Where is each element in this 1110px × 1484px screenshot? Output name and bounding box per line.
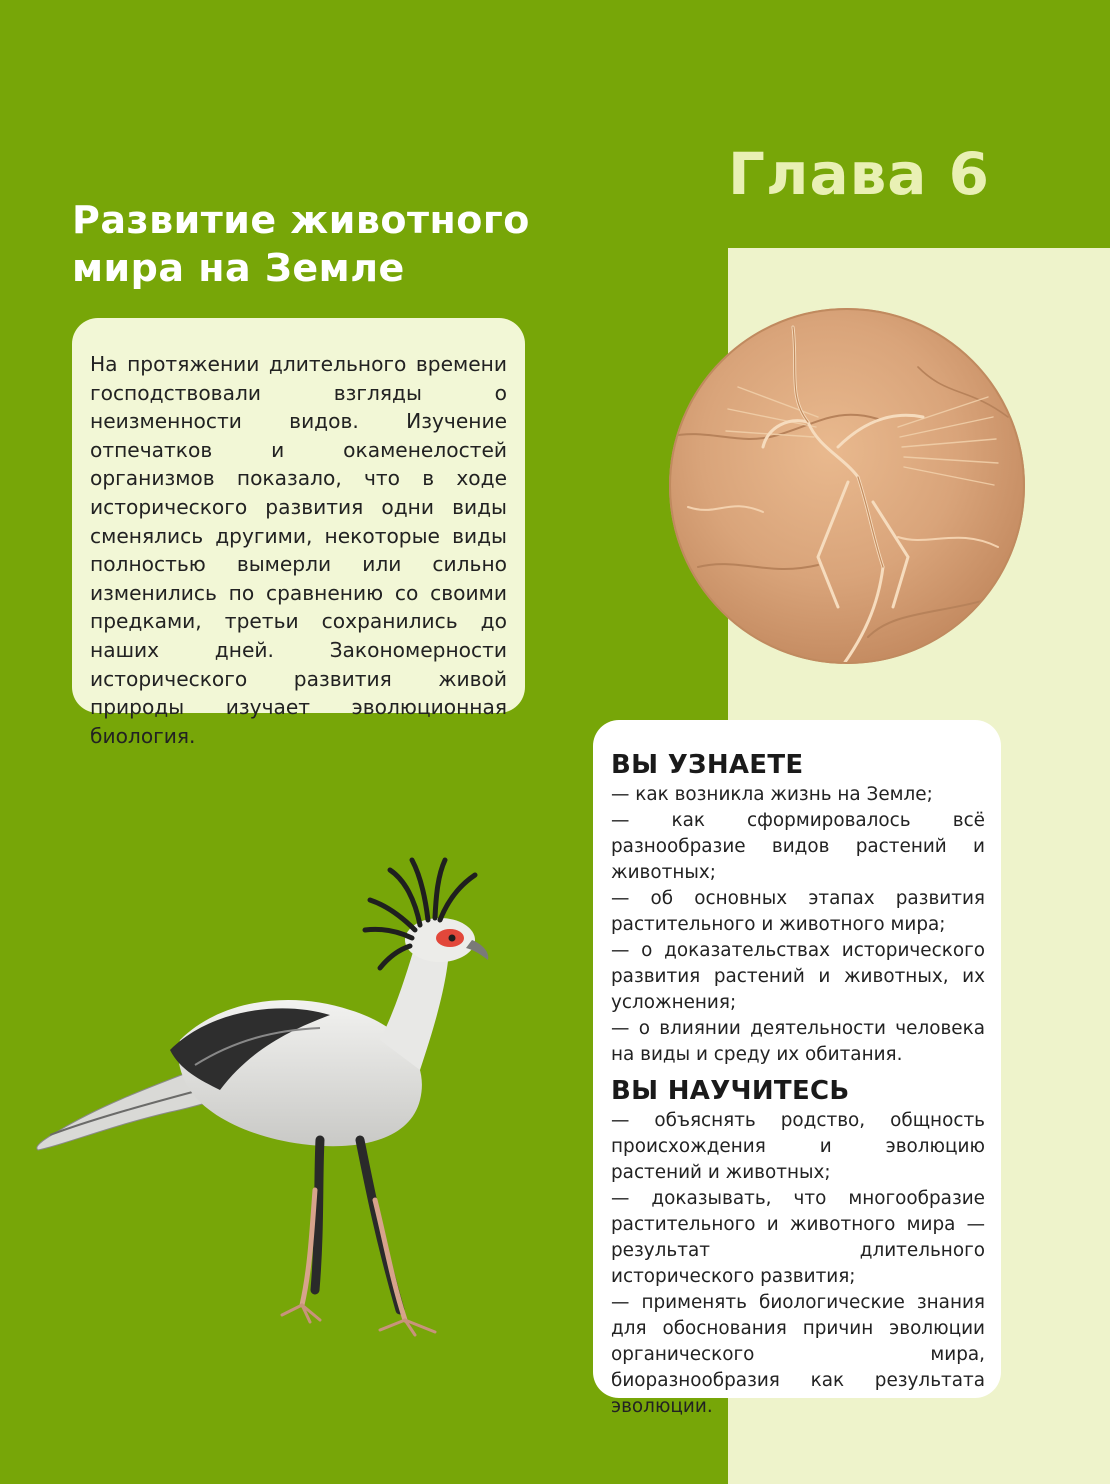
- skills-item: — применять биологические знания для обоснования причин эволюции органического мира, биоразнообразия как результата эволюции.: [611, 1292, 985, 1417]
- page-title-line-1: Развитие животного: [72, 198, 530, 242]
- page-title-line-2: мира на Земле: [72, 246, 405, 290]
- fossil-image: [668, 307, 1026, 665]
- skills-item: — объяснять родство, общность происхождения и эволюцию растений и животных;: [611, 1110, 985, 1183]
- learn-item: — как сформировалось всё разнообразие видов растений и животных;: [611, 810, 985, 883]
- skills-item: — доказывать, что многообразие растительного и животного мира — результат длительного исторического развития;: [611, 1188, 985, 1287]
- bird-image: [20, 850, 500, 1350]
- learn-item: — как возникла жизнь на Земле;: [611, 784, 933, 805]
- learn-list: [611, 782, 985, 1068]
- intro-box: [72, 318, 525, 748]
- page-title: [72, 196, 632, 292]
- learn-item: — о влиянии деятельности человека на виды и среду их обитания.: [611, 1018, 985, 1065]
- chapter-label: Глава 6: [728, 140, 990, 208]
- learn-item: — о доказательствах исторического развития растений и животных, их усложнения;: [611, 940, 985, 1013]
- skills-heading: ВЫ НАУЧИТЕСЬ: [611, 1076, 850, 1106]
- intro-text: На протяжении длительного времени господствовали взгляды о неизменности видов. Изучение отпечатков и окаменелостей организмов показало, что в ходе исторического развития одни виды сменялись другими, некоторые виды полностью вымерли или сильно изменились по сравнению со своими предками, третьи сохранились до наших дней. Закономерности исторического развития живой природы изучает эволюционная биология.: [90, 352, 507, 748]
- learn-heading: ВЫ УЗНАЕТЕ: [611, 750, 804, 780]
- info-box: [593, 720, 1001, 1417]
- skills-list: [611, 1108, 985, 1420]
- learn-item: — об основных этапах развития растительного и животного мира;: [611, 888, 985, 935]
